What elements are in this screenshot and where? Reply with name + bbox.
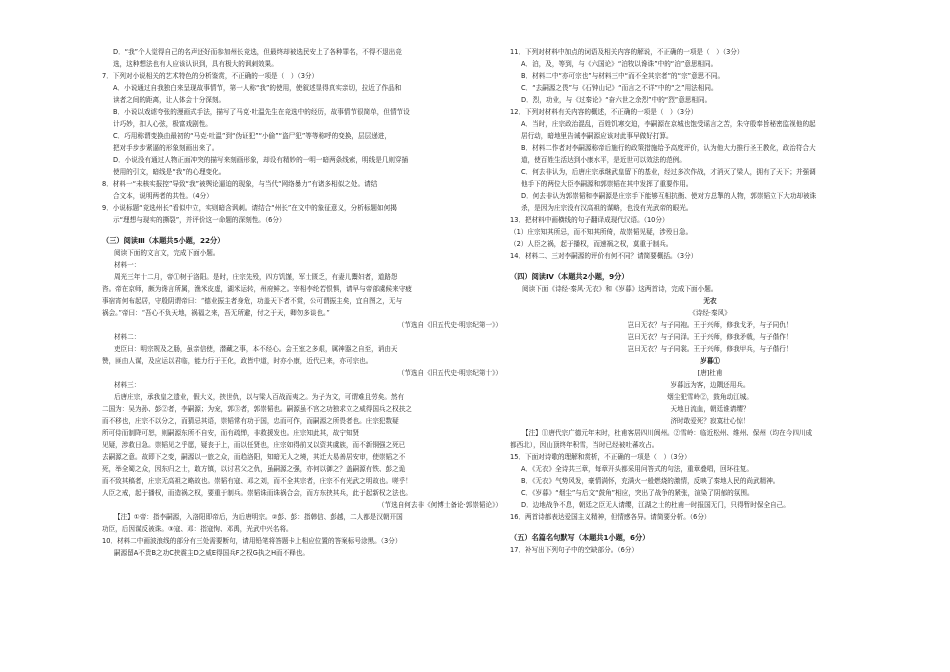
right-line: 13．把材料中画横线的句子翻译成现代汉语。（10分）	[510, 216, 669, 224]
left-line: C．巧用称谓变换由最初的“马克·吐温”到“伪证犯”“小偷”“盗尸犯”等等称呼的变换，层层递进，	[113, 132, 391, 140]
right-line: 14．材料二、三对李嗣源的评价有何不同？请简要概括。（3分）	[510, 252, 698, 260]
left-line: 材料二：	[114, 333, 141, 341]
left-line: A．小说通过自我独白来呈现故事情节，第一人称“我”的使用，使叙述显得真实亲切，拉近了作品和	[113, 84, 402, 92]
left-line: 材料三：	[114, 381, 141, 389]
right-line: B．材料二作者对李嗣源称帝后施行的政策措施给予高度评价，认为他大力推行圣王教化，政治符合大	[521, 144, 816, 152]
right-line: 济时敢爱死？寂寞壮心惊！	[670, 417, 750, 425]
right-line: （四）阅读Ⅳ（本题共2小题，9分）	[510, 272, 629, 281]
right-line: B．《无衣》气势风发，豪情满怀，充满火一般燃烧的激情，反映了秦地人民的尚武精神。	[521, 477, 780, 485]
right-line	[510, 523, 910, 526]
right-line: D．何去非认为郭崇韬和李嗣源是庄宗手下能够互相抗衡、使对方总掣的人物，郭崇韬立下大功却被诛	[521, 192, 817, 200]
left-line: 而不移也，庄宗不以分之，而猜忌其语，崇韬常有功于国，忠而可作，而嗣源之所畏者也。庄宗犯数疑	[102, 417, 399, 425]
right-line: C．《岁暮》“烟尘”与后文“鼓角”相应，突出了战争的紧张，渲染了阴郁的氛围。	[521, 489, 754, 497]
left-line: 7．下列对小说相关的艺术特色的分析鉴赏，不正确的一项是（ ）（3分）	[102, 72, 319, 80]
right-line: 无衣	[703, 297, 717, 305]
right-line: 天地日流血，朝廷谁请缨？	[670, 405, 750, 413]
right-line: C．何去非认为，后唐庄宗承继武皇留下的基业，经过多次作战，才消灭了梁人，拥有了天下；并强调	[521, 168, 816, 176]
right-line: 烟尘犯雪岭②，鼓角动江城。	[667, 393, 753, 401]
left-line: 合文本，说明两者的共性。（4分）	[113, 192, 213, 200]
right-line: B．材料二中“亦可宗也”与材料三中“而不全其宗者”的“宗”意思不同。	[521, 72, 725, 80]
left-line: 读者之间的距离，让人体会十分深刻。	[113, 96, 226, 104]
left-line: 周光三年十二月，帝①树于洛阳。是时，庄宗先殁，四方饥馑，军士匮乏，有妻儿鬻妇者，道路怨	[114, 273, 398, 281]
right-line: 《诗经·秦风》	[689, 309, 731, 317]
right-line: 岂曰无衣？与子同裳。王于兴师，修我甲兵，与子偕行！	[627, 345, 793, 353]
left-line: 选，这种想法也有人应该认识到，具有极大的讽刺效果。	[113, 60, 278, 68]
right-line: 12．下列对材料有关内容的概述，不正确的一项是（ ）（3分）	[510, 108, 698, 116]
right-line: A．《无衣》全诗共三章，每章开头都采用问答式的句法，重章叠唱，回环往复。	[521, 465, 753, 473]
left-line: 阅读下面的文言文，完成下面小题。	[114, 249, 220, 257]
right-line: 道，使百姓生活达到小康水平，是近世可以效法的范例。	[521, 156, 686, 164]
right-line: 11．下列对材料中加点的词语及相关内容的解说，不正确的一项是（ ）（3分）	[510, 48, 744, 56]
left-line: 示“理想与现实的撕裂”，并评价这一命题的深刻性。（6分）	[113, 216, 286, 224]
right-line: [唐]杜甫	[697, 369, 723, 377]
left-line: （节选自《旧五代史·明宗纪第一》）	[397, 321, 502, 329]
left-line	[102, 226, 502, 229]
right-line: D．烈，功业，与《过秦论》“奋六世之余烈”中的“烈”意思相同。	[521, 96, 712, 104]
right-line: D．边地战争不息，朝廷之臣无人请缨，江湖之士的杜甫一时报国无门，只得暂时保全自己。	[521, 501, 790, 509]
right-line: 【注】①唐代宗广德元年末时，杜甫客居四川阆州。②雪岭：临近松州、维州、保州（均在今四川成	[522, 429, 813, 437]
right-line: 居行动，暗地里告诫李嗣源应该对此事早做好打算。	[521, 132, 673, 140]
right-line: （1）庄宗知其所忌，而不知其所倚，故崇韬见疑，涉殁日急。	[510, 228, 693, 236]
left-line: 材料一：	[114, 261, 141, 269]
right-line: 岂曰无衣？与子同泽。王于兴师，修我矛戟，与子偕作！	[627, 333, 793, 341]
left-line: 事宿宵何布起居，守殷阴谓帝曰：“德业振主者身危，功盖天下者不赏，公可谓振主矣，宜自图之，无与	[102, 297, 403, 305]
right-line: 他手下的两位大臣李嗣源和郭崇韬在其中发挥了重要作用。	[521, 180, 693, 188]
left-line: 吏臣曰：明宗规及之肠，虽亲信使，潜藏之事，本不经心。会王室之多艰，属神器之自至，诮由天	[114, 345, 398, 353]
right-line: （五）名篇名句默写（本题共1小题，6分）	[510, 533, 650, 542]
right-line: A．泊，及，等到，与《六国论》“泊牧以谗诛”中的“泊”意思相同。	[521, 60, 718, 68]
left-line: 【注】①帝：指李嗣源，入洛阳即帝后，为后唐明宗。②彭、彭：指韩信、彭越，二人都是汉朝开国	[114, 513, 403, 521]
left-line: 死，举全蜀之众，因东归之士，敢方镇，以讨君父之仇，虽嗣源之强，亦何以御之？盖嗣源有铁、彭之诡	[102, 465, 406, 473]
right-line: 都西北），因山顶终年积雪，当时已经被吐蕃攻占。	[510, 441, 659, 449]
left-line: 嗣源留A不贵B之功C挟震主D之威E得国兵F之权G执之H而不释也。	[114, 549, 309, 557]
right-line: 17．补写出下列句子中的空缺部分。（6分）	[510, 546, 638, 554]
right-line: 岂曰无衣？与子同袍。王于兴师，修我戈矛，与子同仇！	[627, 321, 793, 329]
left-line: （三）阅读Ⅲ（本题共5小题，22分）	[102, 236, 225, 245]
left-line: 把对手步步紧逼的形象刻画出来了。	[113, 144, 219, 152]
right-column	[510, 46, 910, 556]
right-line: 岁暮远为客，边隅还用兵。	[670, 381, 750, 389]
left-line: D．小说没有通过人物正面冲突的描写来刻画形象，却设有精妙的一明一暗两条线索，明线是几则穿插	[113, 156, 409, 164]
left-line: 咨。帝在京师，颇为谗言所属，渔米皮虚，湖米运转，州府鲜之。宰相李纶若恨惧，请早与帝部虞候来守疲	[102, 285, 412, 293]
right-line: C．“去嗣源之畏”与《石钟山记》“而言之不详”中的“之”用法相同。	[521, 84, 718, 92]
left-line: 后唐庄宗，承我皇之遗业，假大义，挟世仇，以与梁人百战而夷之。为子为文，可谓难且劳矣。然有	[114, 393, 405, 401]
left-line: （节选自何去非《何博士备论·郭崇韬论》）	[377, 501, 502, 509]
left-line: （节选自《旧五代史·明宗纪第十》）	[397, 369, 502, 377]
left-line: B．小说以戏谑夸张的漫画式手法，描写了马克·吐温先生在竞选中的经历，故事情节很简单，但情节设	[113, 108, 410, 116]
left-line: 祸会。”帝曰：“吾心不负天地，祸福之来，吾无所避，付之于天，卿勿多谈也。”	[102, 309, 330, 317]
right-line: A．当时，庄宗政治混乱，百姓饥寒交迫，李嗣源在京城也饱受谣言之苦，朱守殷奉旨秘密监视他的起	[521, 120, 816, 128]
right-line	[510, 262, 910, 265]
right-line: 岁暮①	[700, 357, 720, 365]
left-line: 而不致其稿者，庄宗无高祖之略故也。崇韬有寇、邓之刘，而不全其宗者，庄宗不有光武之明故也。嗟乎！	[102, 477, 412, 485]
left-line: D．“我”个人觉得自己的名声还好而参加州长竞选，但最终却被选民安上了各种罪名，不得不退出竞	[113, 48, 402, 56]
right-line: 15．下面对诗歌的理解和赏析，不正确的一项是（ ）（3分）	[510, 453, 691, 461]
left-line: 使用的引文，暗线是“我”的心理变化。	[113, 168, 226, 176]
right-line: 杀，是因为庄宗没有汉高祖的谋略，也没有光武帝的眼光。	[521, 204, 693, 212]
right-line: 阅读下面《诗经·秦风·无衣》和《岁暮》这两首诗，完成下面小题。	[522, 285, 718, 293]
left-line: 功臣，后因谋反被诛。③寇、邓：指寇恂、邓禹，光武中兴名将。	[102, 525, 293, 533]
left-line: 赞，匪由人谋，及应运以君临，能力行于王化，政皆中道，时亦小康，近代已来，亦可宗也。	[102, 357, 373, 365]
left-line: 人臣之戒，起于播权，而造祸之权，要重于制兵。崇韬诛而诛祸合会，而方东挟其兵，此于起新权之法也。	[102, 489, 412, 497]
right-line: 16．两首诗都表达爱国主义精神，但情感各异。请简要分析。（6分）	[510, 513, 711, 521]
left-column	[102, 46, 502, 559]
left-line: 去嗣源之意。故即下之变，嗣源以一旅之众，而趋洛阳，知暗无人之境，其迁大易善居安审，使崇韬之不	[102, 453, 406, 461]
left-line: 计巧妙，扣人心弦，极富戏剧性。	[113, 120, 212, 128]
left-line: 10．材料二中画波浪线的部分有三处需要断句，请用铅笔将答题卡上相应位置的答案标号涂黑。（3分）	[102, 537, 402, 545]
left-line: 所可侍而制降可恕，则嗣源东所不自安，而有疏惮，非救援发也。庄宗知此其，故宁知贤	[102, 429, 360, 437]
left-line: 9．小说标题“竞选州长”看似中立，实则暗含讽刺。请结合“州长”在文中的象征意义，分析标题如何揭	[102, 204, 397, 212]
right-line: （2）人臣之祸，起于播权，而速祸之权，莫重于制兵。	[510, 240, 673, 248]
left-line: 二国为：吴为孙、彭②者，李嗣源；为宠，郭③者，郭崇韬也。嗣源虽不宫之功独求立之威得国兵之权扶之	[102, 405, 412, 413]
left-line: 8．材料一“未核实报控”导致“我”被舆论逼迫的现象，与当代“网络暴力”有诸多相似之处。请结	[102, 180, 378, 188]
left-line: 见疑，涉救日急。崇韬见之乎愿，疑丧于上，而以任贤也，庄宗如得前又以资其虞族，而不新铜强之死已	[102, 441, 406, 449]
